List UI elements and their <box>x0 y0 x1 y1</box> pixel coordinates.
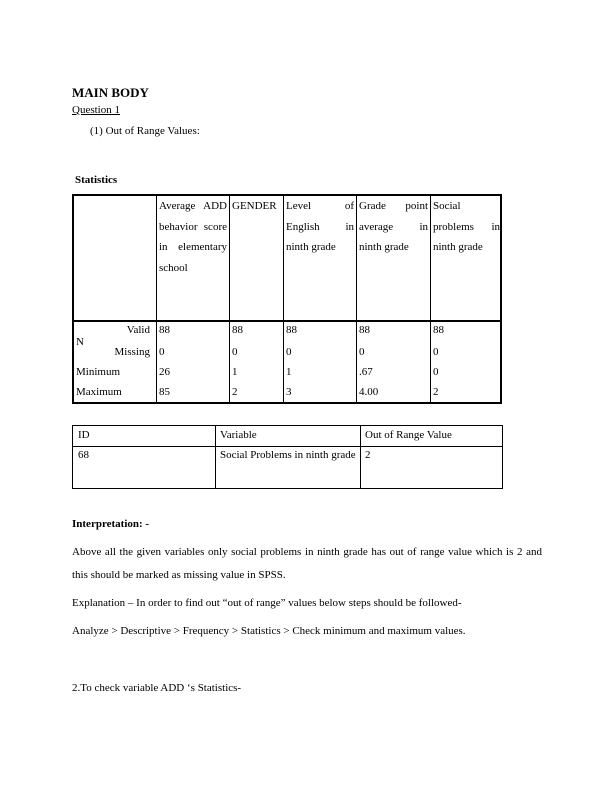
table-cell: 4.00 <box>359 386 379 398</box>
table-cell: .67 <box>359 366 373 378</box>
table-cell: 0 <box>433 366 439 378</box>
column-header: Grade point average in ninth grade <box>359 200 428 254</box>
table-cell: 0 <box>286 346 292 358</box>
table-cell: 88 <box>359 324 370 336</box>
steps-paragraph: Analyze > Descriptive > Frequency > Statistics > Check minimum and maximum values. <box>72 625 466 637</box>
table-cell: 2 <box>232 386 238 398</box>
row-label-minimum: Minimum <box>76 366 121 378</box>
question-label: Question 1 <box>72 104 120 116</box>
explanation-paragraph: Explanation – In order to find out “out of range” values below steps should be followed- <box>72 597 462 609</box>
table-cell: 88 <box>286 324 297 336</box>
row-label-missing: Missing <box>114 346 150 358</box>
table-cell: 88 <box>232 324 243 336</box>
row-label-maximum: Maximum <box>76 386 122 398</box>
oor-header-id: ID <box>78 429 90 441</box>
column-header: Social problems in ninth grade <box>433 200 500 254</box>
statistics-title: Statistics <box>75 174 118 186</box>
statistics-table <box>72 194 502 404</box>
list-item-2: 2.To check variable ADD ‘s Statistics- <box>72 682 242 694</box>
interpretation-title: Interpretation: - <box>72 518 150 530</box>
table-cell: 1 <box>232 366 238 378</box>
table-cell: 0 <box>359 346 365 358</box>
interpretation-paragraph: Above all the given variables only social problems in ninth grade has out of range value which is 2 and this should be marked as missing value in SPSS. <box>72 546 542 581</box>
section-heading: MAIN BODY <box>72 85 149 100</box>
column-header: Average ADD behavior score in elementary school <box>159 200 227 274</box>
table-cell: 88 <box>433 324 444 336</box>
column-header: Level of English in ninth grade <box>286 200 354 254</box>
oor-cell-value: 2 <box>365 449 371 461</box>
table-cell: 1 <box>286 366 292 378</box>
out-of-range-table <box>72 425 503 489</box>
oor-header-variable: Variable <box>220 429 257 441</box>
table-cell: 2 <box>433 386 439 398</box>
table-cell: 88 <box>159 324 170 336</box>
column-header: GENDER <box>232 200 277 212</box>
oor-header-value: Out of Range Value <box>365 429 452 441</box>
oor-cell-variable: Social Problems in ninth grade <box>220 449 356 461</box>
row-label-n: N <box>76 336 84 348</box>
table-cell: 0 <box>159 346 165 358</box>
oor-cell-id: 68 <box>78 449 89 461</box>
table-cell: 0 <box>433 346 439 358</box>
row-label-valid: Valid <box>126 324 150 336</box>
table-cell: 26 <box>159 366 170 378</box>
table-cell: 85 <box>159 386 170 398</box>
list-item-1: (1) Out of Range Values: <box>90 125 200 137</box>
table-cell: 3 <box>286 386 292 398</box>
table-cell: 0 <box>232 346 238 358</box>
